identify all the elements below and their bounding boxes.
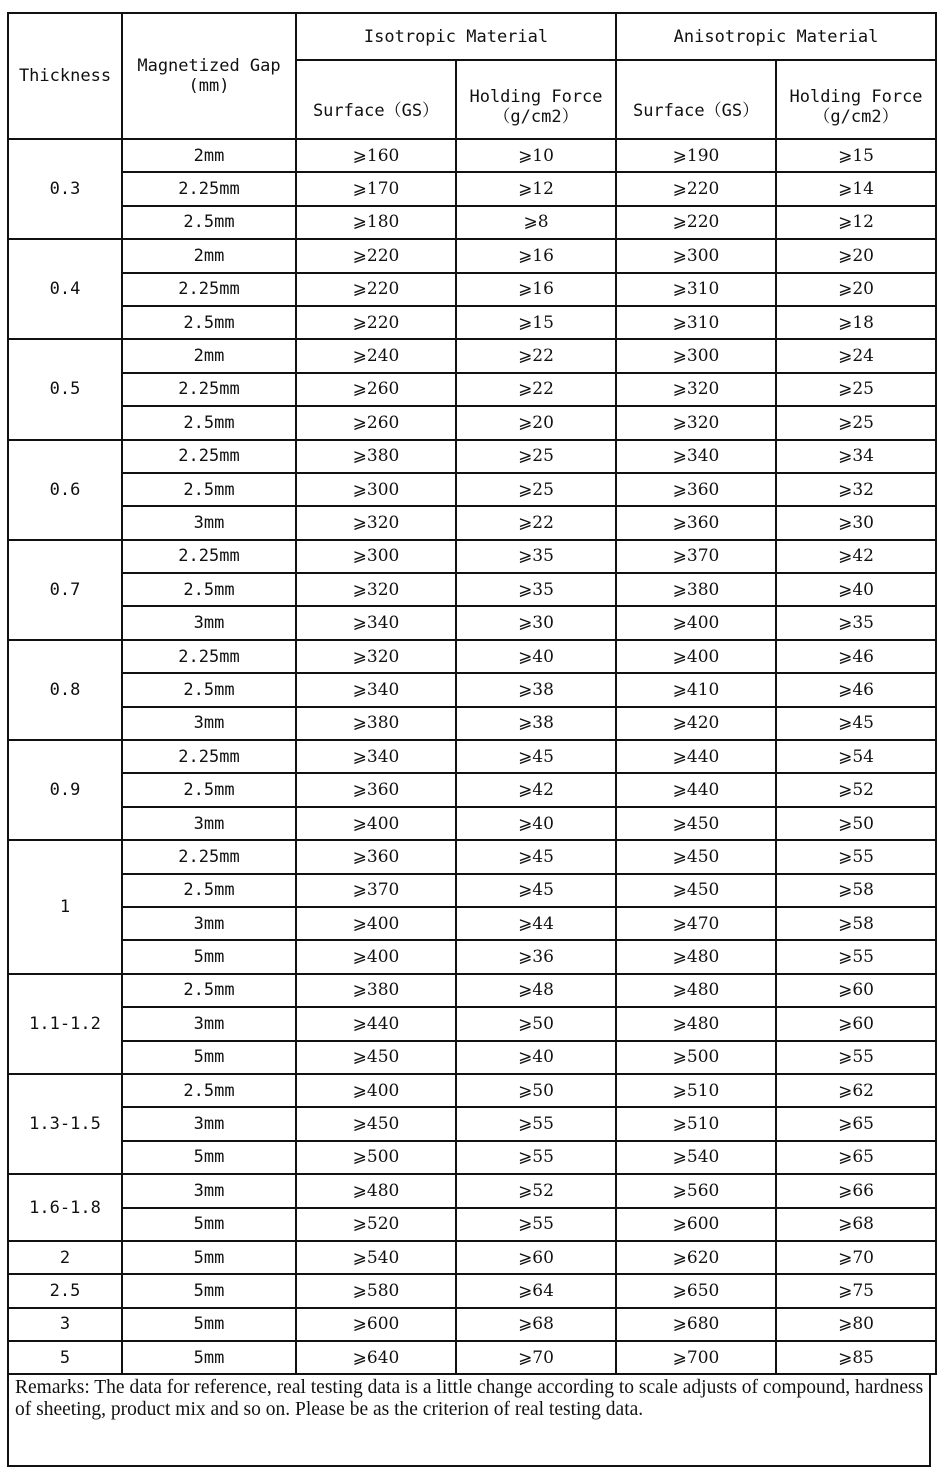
aniso-force-cell: ⩾70 (776, 1241, 936, 1274)
aniso-surface-cell: ⩾620 (616, 1241, 776, 1274)
aniso-surface-cell: ⩾420 (616, 707, 776, 740)
aniso-force-cell: ⩾85 (776, 1341, 936, 1374)
aniso-surface-cell: ⩾400 (616, 640, 776, 673)
gap-cell: 2.5mm (122, 874, 296, 907)
iso-force-cell: ⩾22 (456, 506, 616, 539)
iso-force-cell: ⩾70 (456, 1341, 616, 1374)
thickness-cell: 0.5 (8, 339, 122, 439)
aniso-force-cell: ⩾40 (776, 573, 936, 606)
aniso-surface-label: Surface（GS） (632, 100, 760, 121)
gap-cell: 2.25mm (122, 440, 296, 473)
thickness-cell: 1.6-1.8 (8, 1174, 122, 1241)
table-row (8, 273, 936, 306)
iso-surface-cell: ⩾440 (296, 1007, 456, 1040)
gap-cell: 5mm (122, 1041, 296, 1074)
aniso-force-cell: ⩾46 (776, 673, 936, 706)
gap-cell: 2.25mm (122, 840, 296, 873)
iso-force-cell: ⩾25 (456, 473, 616, 506)
table-row (8, 306, 936, 339)
spec-document (7, 12, 935, 1467)
iso-holding-line1: Holding Force (469, 86, 603, 107)
table-row (8, 974, 936, 1007)
gap-cell: 2.5mm (122, 1074, 296, 1107)
aniso-surface-cell: ⩾320 (616, 406, 776, 439)
gap-cell: 2.5mm (122, 573, 296, 606)
aniso-force-cell: ⩾60 (776, 974, 936, 1007)
gap-cell: 2.25mm (122, 740, 296, 773)
iso-force-cell: ⩾38 (456, 673, 616, 706)
table-row (8, 1174, 936, 1207)
table-row (8, 874, 936, 907)
gap-cell: 2.5mm (122, 406, 296, 439)
table-row (8, 1208, 936, 1241)
aniso-surface-cell: ⩾650 (616, 1274, 776, 1307)
gap-cell: 5mm (122, 1141, 296, 1174)
aniso-force-cell: ⩾62 (776, 1074, 936, 1107)
gap-cell: 3mm (122, 807, 296, 840)
aniso-surface-cell: ⩾680 (616, 1308, 776, 1341)
aniso-surface-header (616, 60, 776, 139)
aniso-surface-cell: ⩾480 (616, 974, 776, 1007)
gap-cell: 3mm (122, 1174, 296, 1207)
iso-force-cell: ⩾45 (456, 840, 616, 873)
iso-surface-cell: ⩾170 (296, 172, 456, 205)
iso-force-cell: ⩾12 (456, 172, 616, 205)
aniso-surface-cell: ⩾540 (616, 1141, 776, 1174)
iso-surface-cell: ⩾380 (296, 707, 456, 740)
table-row (8, 540, 936, 573)
gap-cell: 2.25mm (122, 540, 296, 573)
iso-force-cell: ⩾45 (456, 874, 616, 907)
iso-surface-cell: ⩾380 (296, 440, 456, 473)
iso-force-cell: ⩾35 (456, 540, 616, 573)
thickness-cell: 2.5 (8, 1274, 122, 1307)
table-row (8, 239, 936, 272)
aniso-force-cell: ⩾35 (776, 606, 936, 639)
gap-cell: 3mm (122, 606, 296, 639)
aniso-surface-cell: ⩾370 (616, 540, 776, 573)
iso-surface-cell: ⩾360 (296, 773, 456, 806)
iso-force-cell: ⩾40 (456, 640, 616, 673)
table-body (8, 139, 936, 1374)
table-row (8, 640, 936, 673)
thickness-cell: 3 (8, 1308, 122, 1341)
aniso-force-cell: ⩾15 (776, 139, 936, 172)
aniso-force-cell: ⩾20 (776, 273, 936, 306)
iso-force-cell: ⩾35 (456, 573, 616, 606)
table-row (8, 840, 936, 873)
aniso-surface-cell: ⩾190 (616, 139, 776, 172)
thickness-header: Thickness (8, 13, 122, 139)
table-row (8, 406, 936, 439)
table-row (8, 707, 936, 740)
aniso-surface-cell: ⩾410 (616, 673, 776, 706)
gap-cell: 2.5mm (122, 673, 296, 706)
gap-cell: 2.5mm (122, 306, 296, 339)
magnet-spec-table (7, 12, 937, 1375)
iso-force-cell: ⩾10 (456, 139, 616, 172)
aniso-surface-cell: ⩾450 (616, 840, 776, 873)
table-row (8, 673, 936, 706)
aniso-force-cell: ⩾55 (776, 1041, 936, 1074)
iso-force-cell: ⩾30 (456, 606, 616, 639)
gap-cell: 3mm (122, 1007, 296, 1040)
thickness-cell: 0.7 (8, 540, 122, 640)
gap-cell: 3mm (122, 707, 296, 740)
aniso-force-cell: ⩾66 (776, 1174, 936, 1207)
aniso-surface-cell: ⩾440 (616, 773, 776, 806)
iso-force-cell: ⩾55 (456, 1141, 616, 1174)
aniso-force-cell: ⩾25 (776, 406, 936, 439)
iso-surface-cell: ⩾400 (296, 1074, 456, 1107)
iso-surface-cell: ⩾580 (296, 1274, 456, 1307)
aniso-force-cell: ⩾58 (776, 874, 936, 907)
table-row (8, 172, 936, 205)
table-row (8, 606, 936, 639)
anisotropic-header: Anisotropic Material (616, 13, 936, 60)
aniso-force-cell: ⩾55 (776, 840, 936, 873)
iso-surface-cell: ⩾600 (296, 1308, 456, 1341)
gap-cell: 2mm (122, 239, 296, 272)
iso-surface-label: Surface（GS） (312, 100, 440, 121)
aniso-surface-cell: ⩾700 (616, 1341, 776, 1374)
table-row (8, 206, 936, 239)
table-row (8, 1308, 936, 1341)
iso-force-cell: ⩾16 (456, 273, 616, 306)
iso-force-cell: ⩾45 (456, 740, 616, 773)
iso-force-cell: ⩾50 (456, 1007, 616, 1040)
iso-surface-cell: ⩾240 (296, 339, 456, 372)
table-row (8, 807, 936, 840)
iso-surface-cell: ⩾520 (296, 1208, 456, 1241)
aniso-force-cell: ⩾60 (776, 1007, 936, 1040)
gap-cell: 3mm (122, 506, 296, 539)
aniso-force-cell: ⩾80 (776, 1308, 936, 1341)
aniso-force-cell: ⩾50 (776, 807, 936, 840)
aniso-force-cell: ⩾65 (776, 1141, 936, 1174)
aniso-holding-header (776, 60, 936, 139)
iso-surface-cell: ⩾450 (296, 1107, 456, 1140)
aniso-surface-cell: ⩾320 (616, 373, 776, 406)
aniso-force-cell: ⩾12 (776, 206, 936, 239)
iso-surface-cell: ⩾180 (296, 206, 456, 239)
iso-force-cell: ⩾40 (456, 1041, 616, 1074)
gap-header-line1: Magnetized Gap (137, 56, 281, 76)
thickness-cell: 0.4 (8, 239, 122, 339)
aniso-surface-cell: ⩾560 (616, 1174, 776, 1207)
iso-surface-header (296, 60, 456, 139)
aniso-force-cell: ⩾20 (776, 239, 936, 272)
iso-force-cell: ⩾22 (456, 373, 616, 406)
iso-surface-cell: ⩾540 (296, 1241, 456, 1274)
iso-surface-cell: ⩾320 (296, 640, 456, 673)
thickness-cell: 1.3-1.5 (8, 1074, 122, 1174)
aniso-surface-cell: ⩾310 (616, 273, 776, 306)
table-row (8, 1107, 936, 1140)
iso-surface-cell: ⩾220 (296, 239, 456, 272)
table-row (8, 773, 936, 806)
aniso-surface-cell: ⩾480 (616, 940, 776, 973)
iso-surface-cell: ⩾400 (296, 907, 456, 940)
iso-surface-cell: ⩾220 (296, 273, 456, 306)
iso-force-cell: ⩾52 (456, 1174, 616, 1207)
thickness-cell: 0.9 (8, 740, 122, 840)
table-row (8, 1007, 936, 1040)
iso-force-cell: ⩾16 (456, 239, 616, 272)
iso-force-cell: ⩾36 (456, 940, 616, 973)
aniso-force-cell: ⩾14 (776, 172, 936, 205)
iso-surface-cell: ⩾640 (296, 1341, 456, 1374)
iso-force-cell: ⩾20 (456, 406, 616, 439)
iso-surface-cell: ⩾380 (296, 974, 456, 1007)
table-row (8, 373, 936, 406)
aniso-surface-cell: ⩾440 (616, 740, 776, 773)
aniso-holding-line2: （g/cm2） (813, 106, 899, 127)
table-row (8, 907, 936, 940)
thickness-cell: 0.6 (8, 440, 122, 540)
table-row (8, 473, 936, 506)
table-row (8, 1074, 936, 1107)
gap-cell: 5mm (122, 1208, 296, 1241)
table-header (8, 13, 936, 139)
gap-header-line2: (mm) (188, 76, 230, 96)
iso-surface-cell: ⩾480 (296, 1174, 456, 1207)
isotropic-header: Isotropic Material (296, 13, 616, 60)
aniso-force-cell: ⩾54 (776, 740, 936, 773)
gap-cell: 2.5mm (122, 473, 296, 506)
gap-cell: 5mm (122, 1241, 296, 1274)
thickness-cell: 2 (8, 1241, 122, 1274)
aniso-holding-line1: Holding Force (789, 86, 923, 107)
iso-surface-cell: ⩾220 (296, 306, 456, 339)
iso-surface-cell: ⩾260 (296, 406, 456, 439)
iso-surface-cell: ⩾340 (296, 740, 456, 773)
iso-surface-cell: ⩾370 (296, 874, 456, 907)
gap-cell: 2.5mm (122, 974, 296, 1007)
iso-surface-cell: ⩾340 (296, 606, 456, 639)
iso-surface-cell: ⩾340 (296, 673, 456, 706)
iso-force-cell: ⩾60 (456, 1241, 616, 1274)
gap-cell: 5mm (122, 1308, 296, 1341)
table-row (8, 1341, 936, 1374)
aniso-force-cell: ⩾75 (776, 1274, 936, 1307)
table-row (8, 740, 936, 773)
iso-surface-cell: ⩾320 (296, 506, 456, 539)
aniso-surface-cell: ⩾400 (616, 606, 776, 639)
table-row (8, 1241, 936, 1274)
gap-cell: 2.25mm (122, 640, 296, 673)
aniso-force-cell: ⩾30 (776, 506, 936, 539)
iso-surface-cell: ⩾300 (296, 473, 456, 506)
table-row (8, 1141, 936, 1174)
aniso-surface-cell: ⩾480 (616, 1007, 776, 1040)
iso-force-cell: ⩾8 (456, 206, 616, 239)
gap-cell: 2.5mm (122, 206, 296, 239)
iso-force-cell: ⩾68 (456, 1308, 616, 1341)
thickness-cell: 0.3 (8, 139, 122, 239)
thickness-cell: 1 (8, 840, 122, 974)
iso-surface-cell: ⩾320 (296, 573, 456, 606)
iso-force-cell: ⩾38 (456, 707, 616, 740)
iso-surface-cell: ⩾260 (296, 373, 456, 406)
iso-surface-cell: ⩾500 (296, 1141, 456, 1174)
gap-cell: 2mm (122, 139, 296, 172)
aniso-surface-cell: ⩾360 (616, 506, 776, 539)
gap-header (122, 13, 296, 139)
iso-force-cell: ⩾22 (456, 339, 616, 372)
thickness-cell: 5 (8, 1341, 122, 1374)
iso-surface-cell: ⩾300 (296, 540, 456, 573)
aniso-force-cell: ⩾45 (776, 707, 936, 740)
aniso-surface-cell: ⩾450 (616, 874, 776, 907)
aniso-force-cell: ⩾46 (776, 640, 936, 673)
aniso-surface-cell: ⩾220 (616, 206, 776, 239)
iso-force-cell: ⩾44 (456, 907, 616, 940)
aniso-surface-cell: ⩾510 (616, 1074, 776, 1107)
aniso-force-cell: ⩾25 (776, 373, 936, 406)
gap-cell: 5mm (122, 1341, 296, 1374)
aniso-force-cell: ⩾32 (776, 473, 936, 506)
table-row (8, 1274, 936, 1307)
aniso-surface-cell: ⩾360 (616, 473, 776, 506)
table-row (8, 940, 936, 973)
aniso-force-cell: ⩾18 (776, 306, 936, 339)
iso-force-cell: ⩾55 (456, 1208, 616, 1241)
gap-cell: 5mm (122, 1274, 296, 1307)
table-row (8, 440, 936, 473)
thickness-cell: 1.1-1.2 (8, 974, 122, 1074)
iso-surface-cell: ⩾160 (296, 139, 456, 172)
iso-surface-cell: ⩾400 (296, 807, 456, 840)
gap-cell: 3mm (122, 907, 296, 940)
aniso-surface-cell: ⩾300 (616, 239, 776, 272)
aniso-surface-cell: ⩾500 (616, 1041, 776, 1074)
aniso-surface-cell: ⩾300 (616, 339, 776, 372)
aniso-surface-cell: ⩾310 (616, 306, 776, 339)
aniso-force-cell: ⩾42 (776, 540, 936, 573)
aniso-force-cell: ⩾58 (776, 907, 936, 940)
aniso-surface-cell: ⩾600 (616, 1208, 776, 1241)
iso-surface-cell: ⩾360 (296, 840, 456, 873)
iso-force-cell: ⩾64 (456, 1274, 616, 1307)
thickness-cell: 0.8 (8, 640, 122, 740)
gap-cell: 2.5mm (122, 773, 296, 806)
aniso-surface-cell: ⩾340 (616, 440, 776, 473)
gap-cell: 5mm (122, 940, 296, 973)
gap-cell: 2.25mm (122, 273, 296, 306)
aniso-surface-cell: ⩾380 (616, 573, 776, 606)
iso-holding-header (456, 60, 616, 139)
table-row (8, 506, 936, 539)
aniso-force-cell: ⩾65 (776, 1107, 936, 1140)
gap-cell: 2.25mm (122, 373, 296, 406)
iso-surface-cell: ⩾450 (296, 1041, 456, 1074)
iso-force-cell: ⩾40 (456, 807, 616, 840)
iso-force-cell: ⩾42 (456, 773, 616, 806)
table-row (8, 1041, 936, 1074)
iso-force-cell: ⩾25 (456, 440, 616, 473)
iso-force-cell: ⩾55 (456, 1107, 616, 1140)
table-row (8, 139, 936, 172)
aniso-force-cell: ⩾52 (776, 773, 936, 806)
aniso-force-cell: ⩾55 (776, 940, 936, 973)
iso-force-cell: ⩾48 (456, 974, 616, 1007)
aniso-force-cell: ⩾34 (776, 440, 936, 473)
iso-force-cell: ⩾50 (456, 1074, 616, 1107)
aniso-surface-cell: ⩾220 (616, 172, 776, 205)
aniso-force-cell: ⩾24 (776, 339, 936, 372)
gap-cell: 3mm (122, 1107, 296, 1140)
aniso-surface-cell: ⩾510 (616, 1107, 776, 1140)
iso-surface-cell: ⩾400 (296, 940, 456, 973)
aniso-surface-cell: ⩾470 (616, 907, 776, 940)
table-row (8, 573, 936, 606)
gap-cell: 2.25mm (122, 172, 296, 205)
remarks-note: Remarks: The data for reference, real testing data is a little change according to scale adjusts of compound, hardness of sheeting, product mix and so on. Please be as the criterion of real testing data. (7, 1375, 931, 1467)
aniso-surface-cell: ⩾450 (616, 807, 776, 840)
gap-cell: 2mm (122, 339, 296, 372)
iso-holding-line2: （g/cm2） (493, 106, 579, 127)
aniso-force-cell: ⩾68 (776, 1208, 936, 1241)
table-row (8, 339, 936, 372)
iso-force-cell: ⩾15 (456, 306, 616, 339)
